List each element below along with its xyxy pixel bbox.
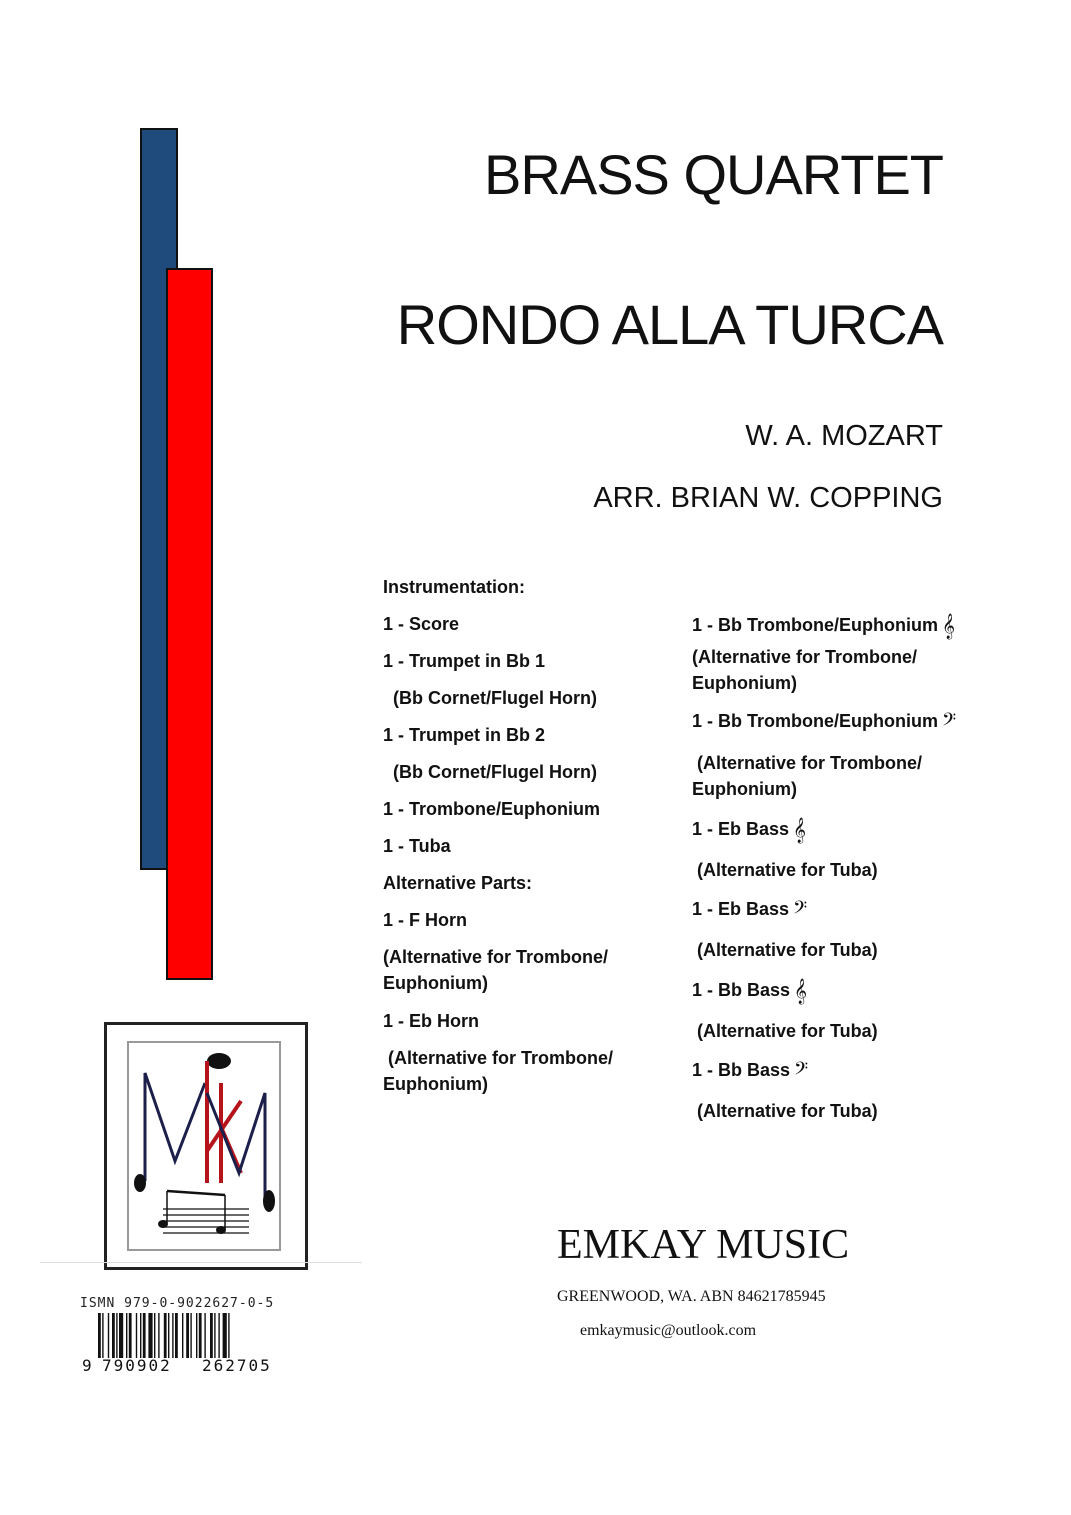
list-item: (Alternative for Tuba) bbox=[692, 860, 878, 880]
bass-clef-icon: 𝄢 bbox=[942, 710, 957, 735]
barcode-group-left: 790902 bbox=[102, 1356, 172, 1373]
list-item: (Alternative for Trombone/ Euphonium) bbox=[692, 647, 918, 693]
alternative-parts-heading: Alternative Parts: bbox=[383, 873, 533, 893]
logo-inner-frame bbox=[127, 1041, 281, 1251]
publisher-address: GREENWOOD, WA. ABN 84621785945 bbox=[557, 1288, 826, 1305]
title-line-2: RONDO ALLA TURCA bbox=[396, 293, 943, 356]
list-item: 1 - Eb Bass 𝄞 bbox=[692, 818, 807, 843]
list-item: 1 - Tuba bbox=[383, 836, 451, 856]
list-item: 1 - F Horn bbox=[383, 910, 467, 930]
red-decorative-bar bbox=[166, 268, 213, 980]
list-item: 1 - Bb Trombone/Euphonium 𝄢 bbox=[692, 710, 957, 735]
barcode-first-digit: 9 bbox=[82, 1356, 92, 1373]
list-item: (Alternative for Tuba) bbox=[692, 940, 878, 960]
list-item: (Bb Cornet/Flugel Horn) bbox=[383, 762, 597, 782]
list-item: 1 - Eb Horn bbox=[383, 1011, 480, 1031]
publisher-email[interactable]: emkaymusic@outlook.com bbox=[580, 1322, 757, 1339]
list-item: 1 - Trumpet in Bb 1 bbox=[383, 651, 546, 671]
list-item: 1 - Bb Bass 𝄢 bbox=[692, 1059, 809, 1084]
list-item: (Alternative for Trombone/ Euphonium) bbox=[383, 947, 609, 993]
barcode-icon bbox=[80, 1313, 320, 1373]
mk-music-logo-icon bbox=[129, 1043, 279, 1249]
publisher-name: EMKAY MUSIC bbox=[557, 1222, 850, 1268]
list-item: (Bb Cornet/Flugel Horn) bbox=[383, 688, 597, 708]
list-item: (Alternative for Tuba) bbox=[692, 1101, 878, 1121]
arranger: ARR. BRIAN W. COPPING bbox=[593, 482, 943, 514]
list-item: (Alternative for Tuba) bbox=[692, 1021, 878, 1041]
bass-clef-icon: 𝄢 bbox=[794, 1059, 809, 1084]
divider bbox=[40, 1262, 362, 1263]
treble-clef-icon: 𝄞 bbox=[793, 818, 807, 843]
isbn-label: ISMN 979-0-9022627-0-5 bbox=[80, 1296, 275, 1311]
treble-clef-icon: 𝄞 bbox=[942, 614, 956, 639]
publisher-logo bbox=[104, 1022, 308, 1270]
barcode-group-right: 262705 bbox=[202, 1356, 272, 1373]
list-item: 1 - Eb Bass 𝄢 bbox=[692, 898, 808, 923]
bass-clef-icon: 𝄢 bbox=[793, 898, 808, 923]
instrumentation-heading: Instrumentation: bbox=[383, 577, 525, 597]
list-item: 1 - Score bbox=[383, 614, 460, 634]
list-item: 1 - Trombone/Euphonium bbox=[383, 799, 600, 819]
list-item: (Alternative for Trombone/ Euphonium) bbox=[692, 753, 928, 799]
list-item: 1 - Bb Trombone/Euphonium 𝄞 bbox=[692, 614, 956, 639]
list-item: 1 - Bb Bass 𝄞 bbox=[692, 979, 808, 1004]
title-line-1: BRASS QUARTET bbox=[484, 143, 943, 206]
list-item: (Alternative for Trombone/ Euphonium) bbox=[383, 1048, 619, 1094]
treble-clef-icon: 𝄞 bbox=[794, 979, 808, 1004]
composer: W. A. MOZART bbox=[745, 420, 943, 452]
list-item: 1 - Trumpet in Bb 2 bbox=[383, 725, 546, 745]
